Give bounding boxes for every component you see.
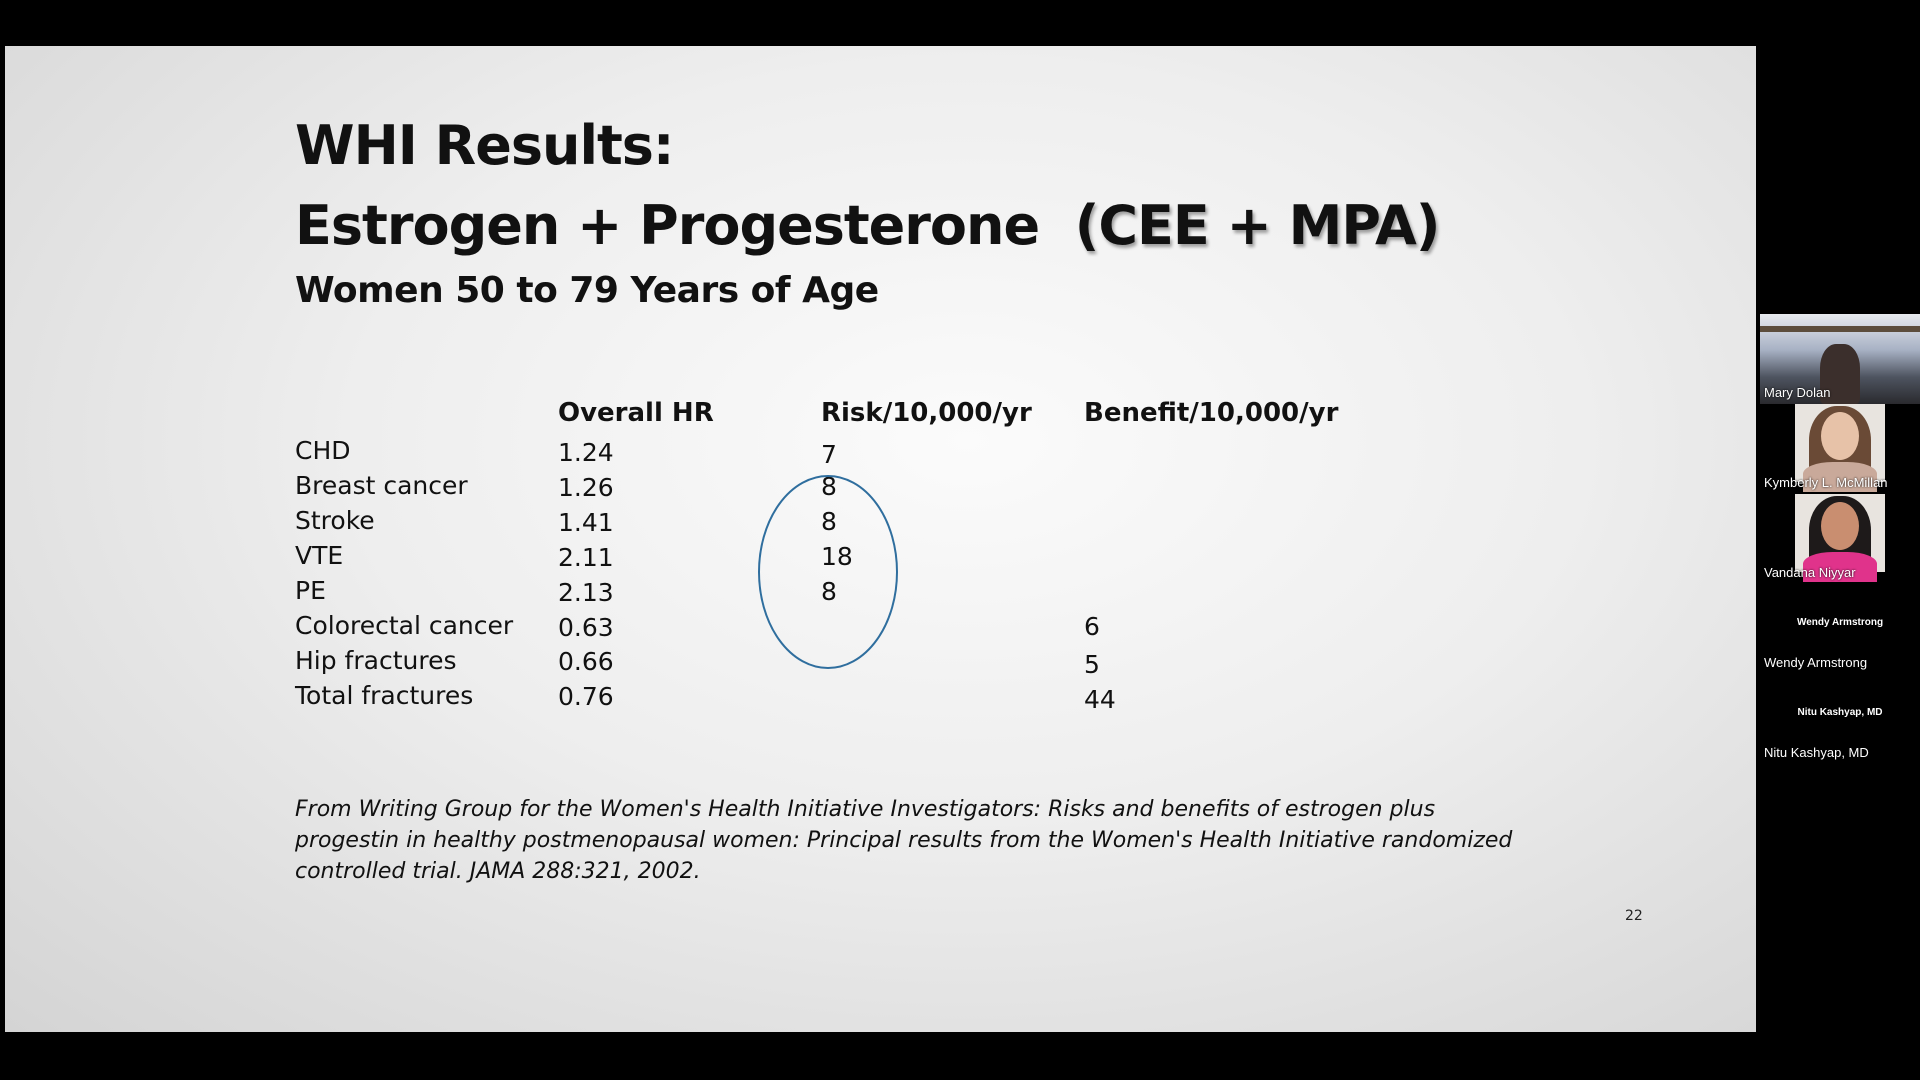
participant-center-label: Wendy Armstrong: [1796, 617, 1884, 628]
row-hr: 1.24: [558, 438, 614, 467]
participant-tile[interactable]: [1760, 584, 1920, 674]
participant-name: Kymberly L. McMillan: [1764, 475, 1888, 490]
slide-subtitle: Women 50 to 79 Years of Age: [295, 270, 879, 311]
column-header-benefit: Benefit/10,000/yr: [1084, 398, 1339, 428]
presentation-slide: [5, 46, 1756, 1032]
participant-name: Vandana Niyyar: [1764, 565, 1856, 580]
row-risk: 18: [821, 542, 853, 571]
row-label: VTE: [295, 541, 344, 570]
participant-tile[interactable]: [1760, 494, 1920, 584]
participant-name: Mary Dolan: [1764, 385, 1831, 400]
row-label: PE: [295, 576, 326, 605]
row-risk: 8: [821, 507, 837, 536]
row-risk: 8: [821, 577, 837, 606]
row-label: Total fractures: [295, 681, 474, 710]
row-hr: 0.76: [558, 682, 614, 711]
row-label: Hip fractures: [295, 646, 457, 675]
row-label: Stroke: [295, 506, 375, 535]
participant-video: [1760, 314, 1920, 392]
risk-highlight-ellipse: [756, 472, 900, 672]
slide-page-number: 22: [1625, 908, 1643, 924]
column-header-hr: Overall HR: [558, 398, 714, 428]
participant-tile[interactable]: [1760, 314, 1920, 404]
row-hr: 1.41: [558, 508, 614, 537]
participant-center-label: Nitu Kashyap, MD: [1797, 707, 1883, 718]
title-main-text: Estrogen + Progesterone: [295, 194, 1040, 257]
participant-name: Wendy Armstrong: [1764, 655, 1868, 670]
row-label: Breast cancer: [295, 471, 468, 500]
row-risk: 8: [821, 472, 837, 501]
row-hr: 1.26: [558, 473, 614, 502]
participant-panel: [1760, 314, 1920, 764]
row-hr: 2.13: [558, 578, 614, 607]
citation-text: From Writing Group for the Women's Health Initiative Investigators: Risks and benefits of estrogen plus progestin in healthy postmenopausal women: Principal results from the Women's Health Initiative randomized controlled trial. JAMA 288:321, 2002.: [295, 797, 1513, 884]
row-benefit: 5: [1084, 650, 1100, 679]
row-label: CHD: [295, 436, 351, 465]
row-risk: 7: [821, 440, 837, 469]
row-label: Colorectal cancer: [295, 611, 514, 640]
row-hr: 2.11: [558, 543, 614, 572]
row-benefit: 44: [1084, 685, 1116, 714]
row-benefit: 6: [1084, 612, 1100, 641]
column-header-risk: Risk/10,000/yr: [821, 398, 1032, 428]
participant-tile[interactable]: [1760, 674, 1920, 764]
title-paren-text: (CEE + MPA): [1074, 194, 1440, 257]
participant-name: Nitu Kashyap, MD: [1764, 745, 1869, 760]
row-hr: 0.66: [558, 647, 614, 676]
slide-title-line1: WHI Results:: [295, 114, 674, 177]
participant-tile[interactable]: [1760, 404, 1920, 494]
participant-photo: [1795, 494, 1885, 572]
row-hr: 0.63: [558, 613, 614, 642]
participant-photo: [1795, 404, 1885, 482]
slide-title-line2: [295, 194, 1439, 257]
